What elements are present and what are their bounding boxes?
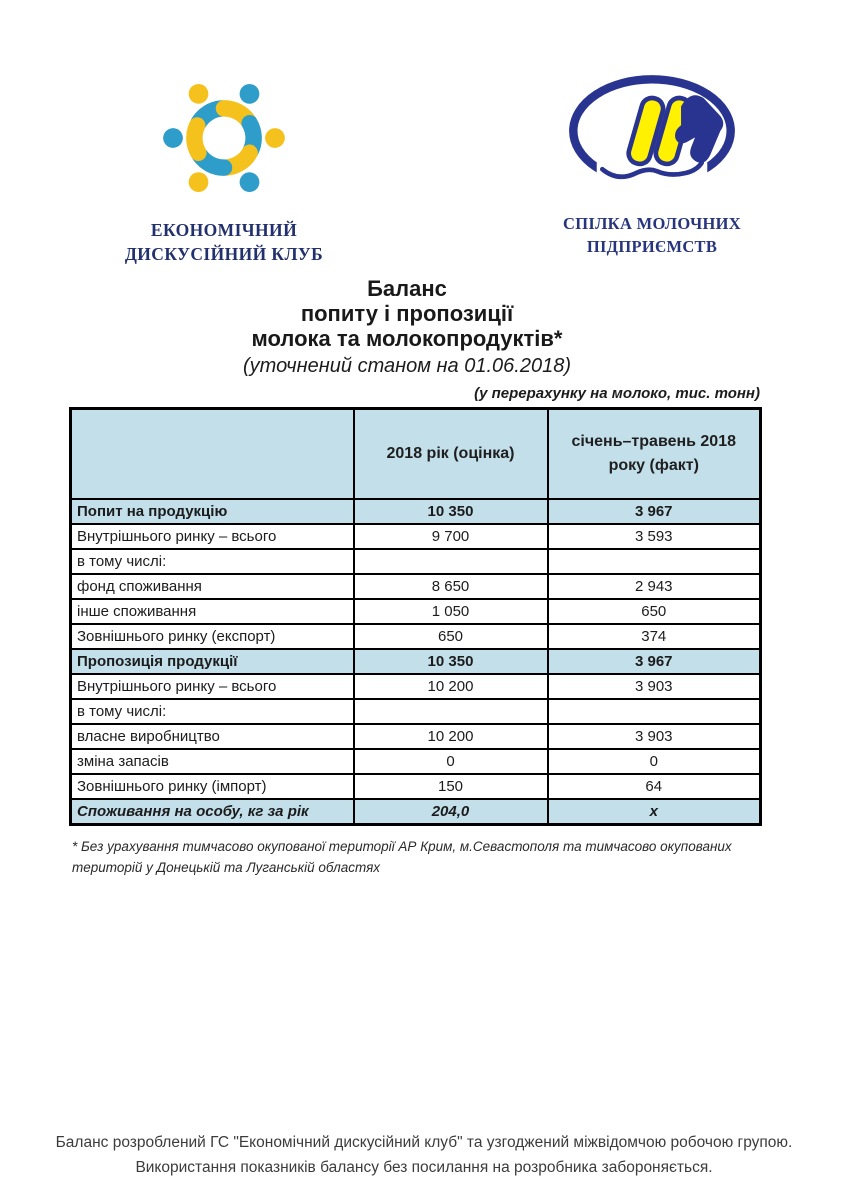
row-label: Зовнішнього ринку (імпорт) <box>71 774 354 799</box>
row-value-estimate: 10 350 <box>354 649 548 674</box>
table-row <box>71 724 761 749</box>
row-value-estimate: 0 <box>354 749 548 774</box>
table-row <box>71 674 761 699</box>
footer-line2: Використання показників балансу без посилання на розробника забороняється. <box>135 1159 713 1176</box>
row-label: Пропозиція продукції <box>71 649 354 674</box>
row-value-estimate: 8 650 <box>354 574 548 599</box>
row-value-fact: 3 593 <box>548 524 761 549</box>
left-logo-text-line2: ДИСКУСІЙНИЙ КЛУБ <box>124 244 324 264</box>
footnote: * Без урахування тимчасово окупованої території АР Крим, м.Севастополя та тимчасово окупованих територій у Донецькій та Луганській областях <box>72 839 732 875</box>
row-value-fact: 0 <box>548 749 761 774</box>
balance-table <box>69 407 762 826</box>
row-value-fact: 2 943 <box>548 574 761 599</box>
row-value-fact: 374 <box>548 624 761 649</box>
table-row <box>71 699 761 724</box>
row-value-fact <box>548 699 761 724</box>
row-value-estimate: 10 200 <box>354 724 548 749</box>
table-row <box>71 649 761 674</box>
row-value-fact: 650 <box>548 599 761 624</box>
row-label: Внутрішнього ринку – всього <box>71 524 354 549</box>
row-value-estimate: 9 700 <box>354 524 548 549</box>
row-value-estimate: 1 050 <box>354 599 548 624</box>
title-line1: Баланс <box>367 276 447 301</box>
row-label: Споживання на особу, кг за рік <box>71 799 354 825</box>
row-label: Зовнішнього ринку (експорт) <box>71 624 354 649</box>
table-row <box>71 799 761 825</box>
document-title <box>50 276 764 379</box>
header-cell-empty <box>71 409 354 500</box>
right-logo-text-line1: СПІЛКА МОЛОЧНИХ <box>563 214 741 233</box>
left-logo-text-line1: ЕКОНОМІЧНИЙ <box>150 220 298 240</box>
economic-discussion-club-logo-block <box>95 64 353 266</box>
row-label: Внутрішнього ринку – всього <box>71 674 354 699</box>
row-value-estimate <box>354 549 548 574</box>
row-label: власне виробництво <box>71 724 354 749</box>
right-logo-text-line2: ПІДПРИЄМСТВ <box>586 237 718 256</box>
table-row <box>71 599 761 624</box>
table-row <box>71 749 761 774</box>
row-value-fact: 3 903 <box>548 674 761 699</box>
row-label: фонд споживання <box>71 574 354 599</box>
title-line3: молока та молокопродуктів* <box>251 326 563 351</box>
row-value-estimate <box>354 699 548 724</box>
table-row <box>71 549 761 574</box>
m-oval-wave-logo-icon <box>563 72 741 200</box>
row-value-fact: 64 <box>548 774 761 799</box>
row-value-fact: 3 967 <box>548 649 761 674</box>
row-label: в тому числі: <box>71 699 354 724</box>
people-circle-logo-icon <box>150 64 298 212</box>
row-label: в тому числі: <box>71 549 354 574</box>
table-header-row <box>71 409 761 500</box>
row-label: інше споживання <box>71 599 354 624</box>
row-value-estimate: 150 <box>354 774 548 799</box>
table-row <box>71 774 761 799</box>
row-value-estimate: 204,0 <box>354 799 548 825</box>
row-value-fact <box>548 549 761 574</box>
row-value-fact: 3 903 <box>548 724 761 749</box>
footer-note <box>0 1130 848 1180</box>
row-value-fact: 3 967 <box>548 499 761 524</box>
row-label: зміна запасів <box>71 749 354 774</box>
row-value-fact: x <box>548 799 761 825</box>
milk-enterprises-union-logo-block <box>542 72 762 258</box>
row-value-estimate: 10 200 <box>354 674 548 699</box>
table-row <box>71 524 761 549</box>
unit-note: (у перерахунку на молоко, тис. тонн) <box>474 385 760 402</box>
footer-line1: Баланс розроблений ГС "Економічний дискусійний клуб" та узгоджений міжвідомчою робочою групою. <box>55 1134 793 1151</box>
row-label: Попит на продукцію <box>71 499 354 524</box>
balance-table-body <box>71 499 761 825</box>
title-date-note: (уточнений станом на 01.06.2018) <box>242 355 571 377</box>
row-value-estimate: 10 350 <box>354 499 548 524</box>
header-cell-jan-may-fact: січень–травень 2018 року (факт) <box>548 409 761 500</box>
table-row <box>71 499 761 524</box>
title-line2: попиту і пропозиції <box>300 301 514 326</box>
header-cell-2018-estimate: 2018 рік (оцінка) <box>354 409 548 500</box>
table-row <box>71 624 761 649</box>
table-row <box>71 574 761 599</box>
row-value-estimate: 650 <box>354 624 548 649</box>
